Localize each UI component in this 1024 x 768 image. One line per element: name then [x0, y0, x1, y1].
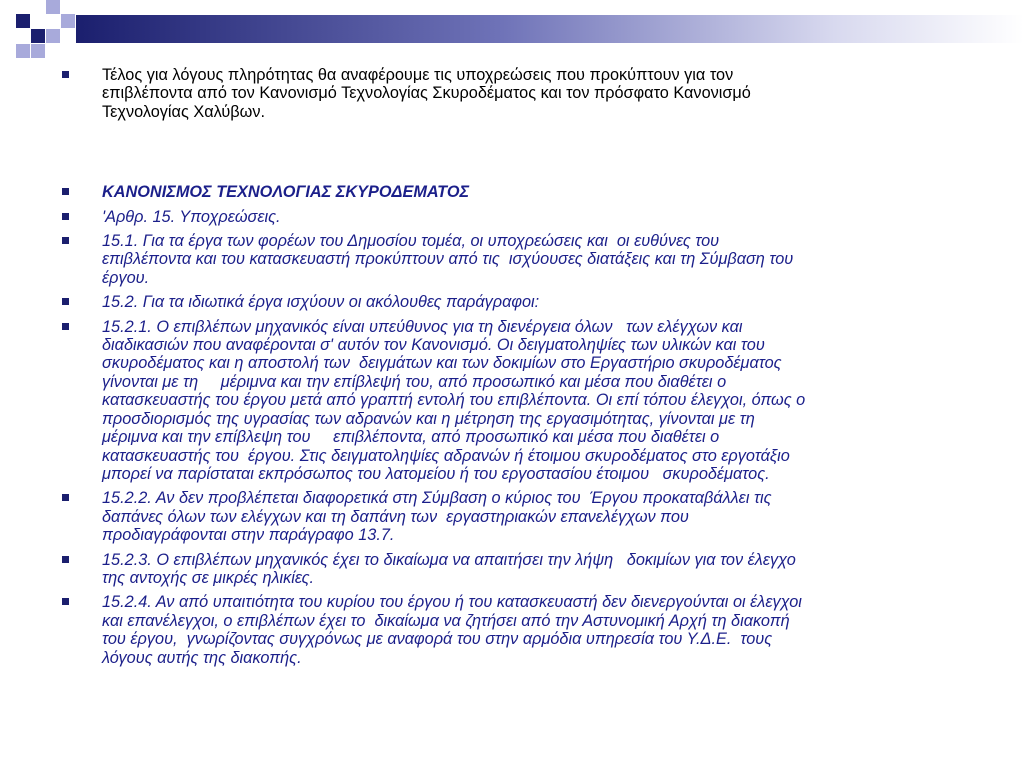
list-item-text: 15.2.3. Ο επιβλέπων μηχανικός έχει το δικαίωμα να απαιτήσει την λήψη δοκιμίων για τον έλεγχο της αντοχής σε μικρές ηλικίες. [102, 550, 796, 587]
list-item-text: Τέλος για λόγους πληρότητας θα αναφέρουμε τις υποχρεώσεις που προκύπτουν για τον επιβλέποντα από τον Κανονισμό Τεχνολογίας Σκυροδέματος και τον πρόσφατο Κανονισμό Τεχνολογίας Χαλύβων. [102, 66, 751, 121]
square-bullet-icon [62, 213, 69, 220]
list-item [62, 489, 962, 544]
list-item [62, 318, 962, 484]
square-bullet-icon [62, 298, 69, 305]
square-bullet-icon [62, 237, 69, 244]
square-bullet-icon [62, 598, 69, 605]
list-item [62, 208, 962, 226]
list-item-text: 15.2.4. Αν από υπαιτιότητα του κυρίου του έργου ή του κατασκευαστή δεν διενεργούνται οι έλεγχοι και επανέλεγχοι, ο επιβλέπων έχει το δικαίωμα να ζητήσει από την Αστυνομική Αρχή τη διακοπή του έργου, γνωρίζοντας συγχρόνως με αναφορά του στην αρμόδια υπηρεσία του Υ.Δ.Ε. τους λόγους αυτής της διακοπής. [102, 593, 802, 667]
list-item [62, 66, 962, 121]
square-bullet-icon [62, 71, 69, 78]
square-bullet-icon [62, 556, 69, 563]
square-bullet-icon [62, 188, 69, 195]
list-item-text: 15.2. Για τα ιδιωτικά έργα ισχύουν οι ακόλουθες παράγραφοι: [102, 293, 540, 312]
decorative-square [46, 0, 60, 14]
decorative-square [46, 29, 60, 43]
list-item [62, 293, 962, 311]
decorative-square [16, 14, 30, 28]
decorative-square [31, 29, 45, 43]
list-item-text: 15.2.1. Ο επιβλέπων μηχανικός είναι υπεύθυνος για τη διενέργεια όλων των ελέγχων και διαδικασιών που αναφέρονται σ' αυτόν τον Κανονισμό. Οι δειγματοληψίες των υλικών και του σκυροδέματος και η αποστολή των δειγμάτων και των δοκιμίων στο Εργαστήριο σκυροδέματος γίνονται με τη μέριμνα και την επίβλεψή του, από προσωπικό και μέσα που διαθέτει ο κατασκευαστής του έργου μετά από γραπτή εντολή του επιβλέποντα. Οι επί τόπου έλεγχοι, όπως ο προσδιορισμός της υγρασίας των αδρανών και η μέτρηση της εργασιμότητας, γίνονται με τη μέριμνα και την επίβλεψη του επιβλέποντα, από προσωπικό και μέσα που διαθέτει ο κατασκευαστής του έργου. Στις δειγματοληψίες αδρανών ή έτοιμου σκυροδέματος στο εργοτάξιο μπορεί να παρίσταται εκπρόσωπος του λατομείου ή του εργοστασίου έτοιμου σκυροδέματος. [102, 317, 806, 483]
header-gradient-band [76, 15, 1024, 43]
list-item [62, 551, 962, 588]
list-item-text: 15.1. Για τα έργα των φορέων του Δημοσίου τομέα, οι υποχρεώσεις και οι ευθύνες του επιβλέποντα και του κατασκευαστή προκύπτουν από τις ισχύουσες διατάξεις και τη Σύμβαση του έργου. [102, 232, 794, 287]
square-bullet-icon [62, 494, 69, 501]
list-item-text: 'Αρθρ. 15. Υποχρεώσεις. [102, 207, 281, 226]
square-bullet-icon [62, 323, 69, 330]
section-heading [62, 183, 962, 201]
list-item-text: 15.2.2. Αν δεν προβλέπεται διαφορετικά στη Σύμβαση ο κύριος του Έργου προκαταβάλλει τις δαπάνες όλων των ελέγχων και τη δαπάνη των εργαστηριακών επανελέγχων που προδιαγράφονται στην παράγραφο 13.7. [102, 489, 772, 545]
section-heading-text: ΚΑΝΟΝΙΣΜΟΣ ΤΕΧΝΟΛΟΓΙΑΣ ΣΚΥΡΟΔΕΜΑΤΟΣ [102, 183, 470, 202]
decorative-square [61, 14, 75, 28]
decorative-square [16, 44, 30, 58]
decorative-square [31, 44, 45, 58]
bullet-list [62, 66, 962, 673]
list-item [62, 593, 962, 667]
list-item [62, 232, 962, 287]
